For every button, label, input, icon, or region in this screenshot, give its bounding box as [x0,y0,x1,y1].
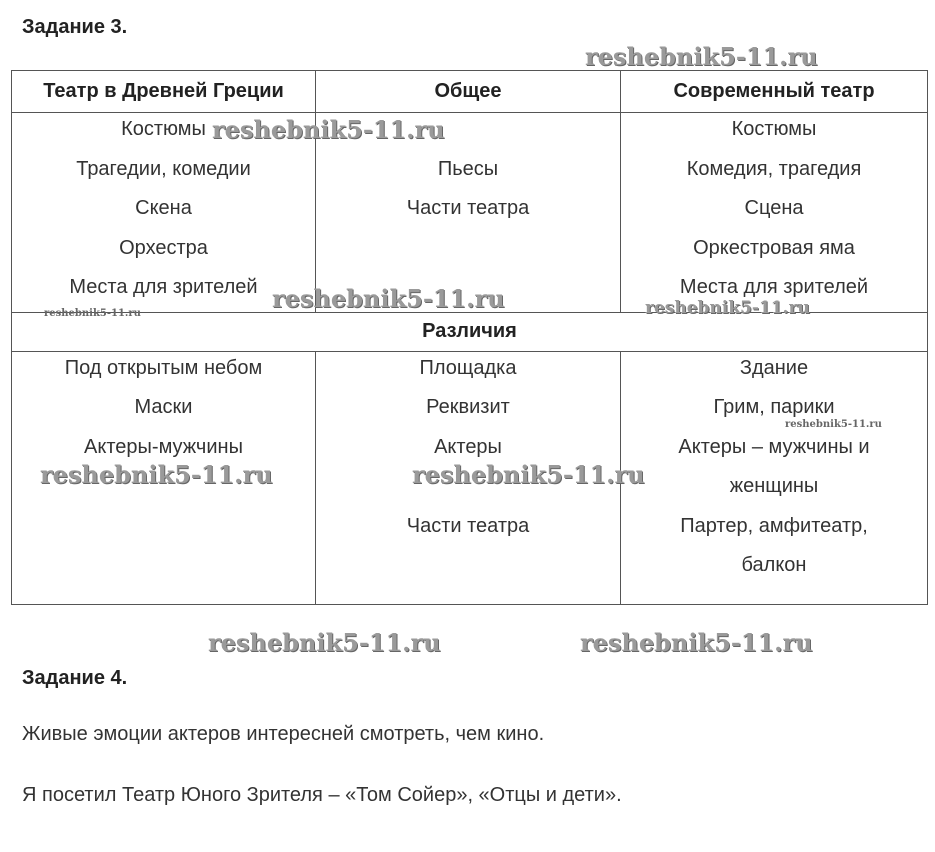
table-cell-line: Оркестровая яма [693,236,855,259]
table-cell-line: Актеры-мужчины [84,435,243,458]
table-cell-line: Костюмы [731,118,817,140]
table-cell-line: Места для зрителей [69,276,258,298]
table-cell-line: Актеры – мужчины и [678,435,870,458]
watermark: reshebnik5-11.ru [208,628,441,657]
table-cell-line: Реквизит [426,396,510,418]
differences-header: Различия [12,312,928,351]
task3-heading: Задание 3. [22,16,128,38]
watermark: reshebnik5-11.ru [412,460,645,489]
table-cell-line: Трагедии, комедии [76,157,251,180]
answer-line-2: Я посетил Театр Юного Зрителя – «Том Сойер», «Отцы и дети». [22,784,622,806]
modern-differences-cell [621,351,928,604]
watermark: reshebnik5-11.ru [785,419,882,430]
table-cell-line: Сцена [744,197,804,219]
table-cell-line: Актеры [434,435,502,458]
answer-line-1: Живые эмоции актеров интересней смотреть, чем кино. [22,723,545,745]
watermark: reshebnik5-11.ru [212,115,445,144]
header-modern: Современный театр [621,71,928,113]
watermark: reshebnik5-11.ru [645,298,810,318]
table-cell-line: женщины [729,475,819,497]
table-cell-line: Пьесы [437,157,499,180]
comparison-table [11,70,928,605]
table-cell-line: Под открытым небом [64,356,263,379]
header-common: Общее [316,71,621,113]
modern-features-cell [621,113,928,313]
table-cell-line: Маски [134,396,193,418]
watermark: reshebnik5-11.ru [580,628,813,657]
table-cell-line: Здание [739,356,809,379]
table-cell-line: Скена [135,197,192,219]
table-cell-line: Части театра [406,197,530,219]
table-cell-line: балкон [741,554,807,576]
table-cell-line: Орхестра [119,236,208,259]
table-cell-line: Партер, амфитеатр, [680,514,868,537]
task4-heading: Задание 4. [22,667,128,689]
table-cell-line: Площадка [419,356,517,379]
watermark: reshebnik5-11.ru [585,42,818,71]
watermark: reshebnik5-11.ru [40,460,273,489]
watermark: reshebnik5-11.ru [44,308,141,319]
table-cell-line: Грим, парики [713,396,835,418]
table-cell-line: Костюмы [121,118,206,140]
watermark: reshebnik5-11.ru [272,284,505,313]
header-ancient-greece: Театр в Древней Греции [12,71,316,113]
table-cell-line: Комедия, трагедия [686,157,862,180]
table-cell-line: Места для зрителей [679,276,869,298]
table-cell-line: Части театра [406,514,530,537]
